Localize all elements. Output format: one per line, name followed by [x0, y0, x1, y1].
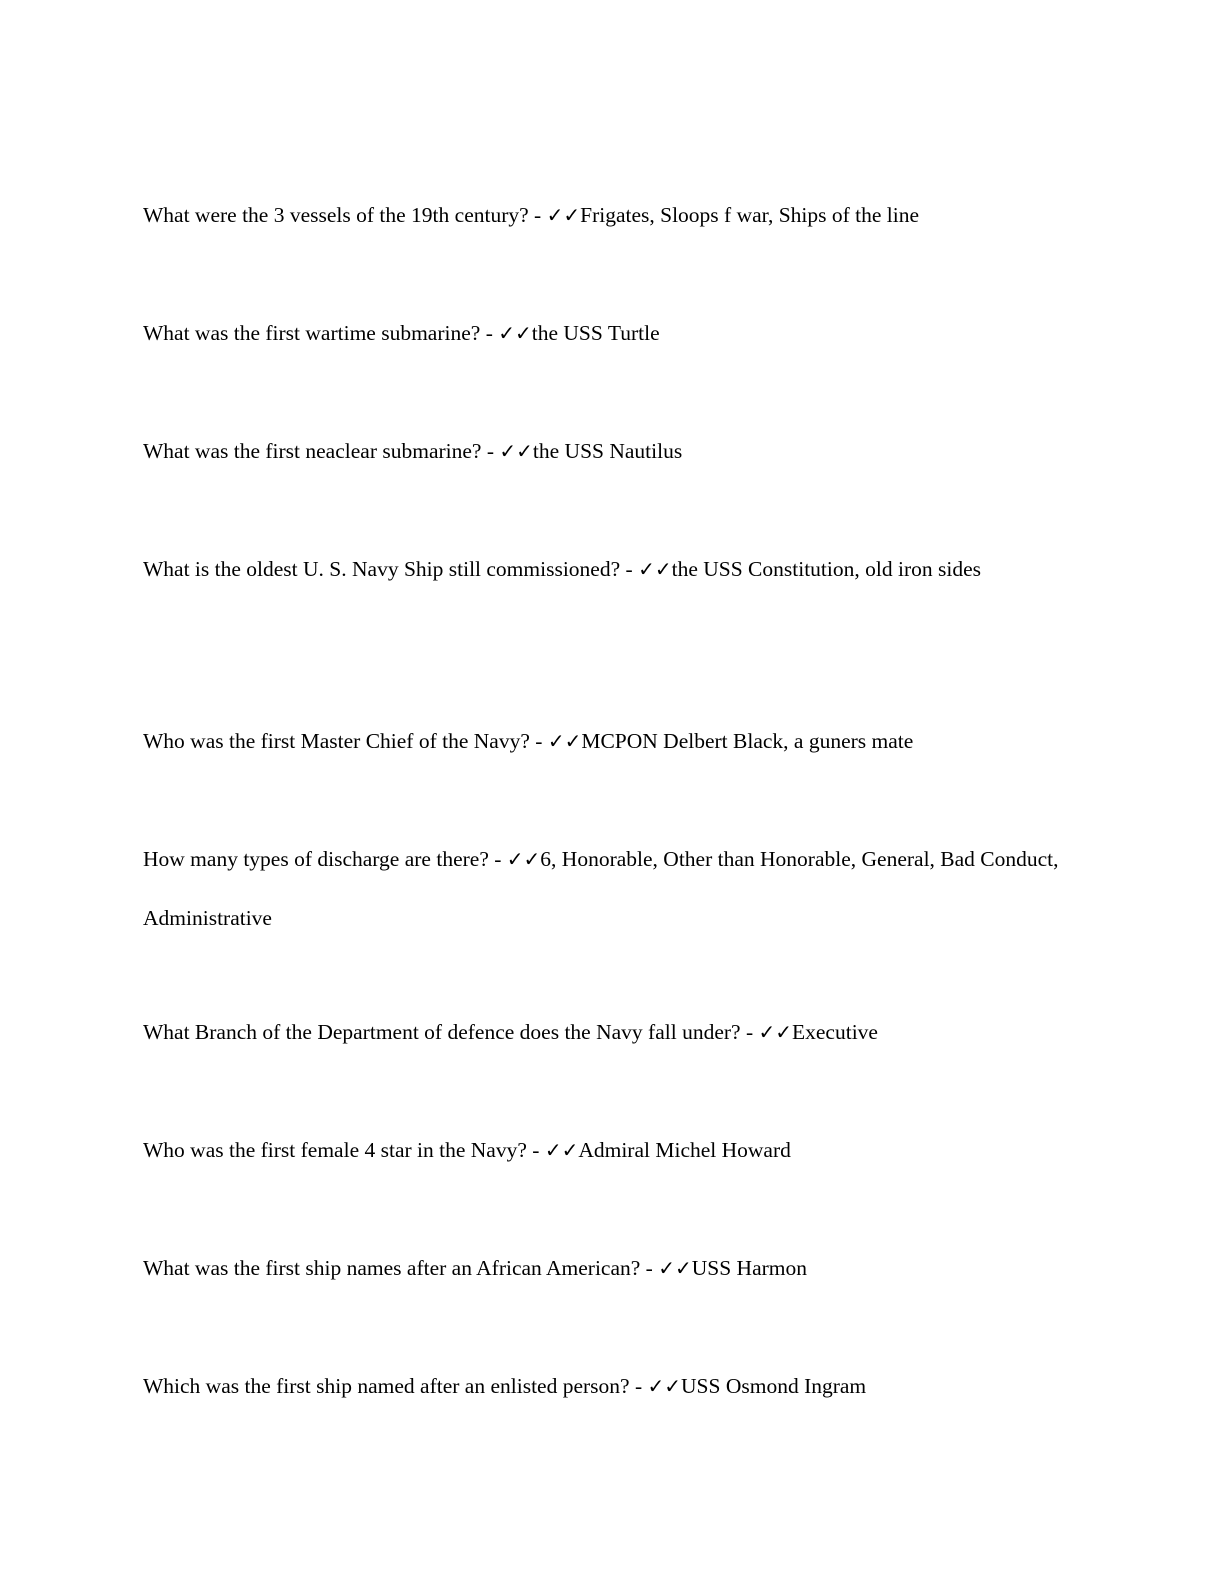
answer-text: USS Harmon	[691, 1256, 808, 1280]
question-text: What Branch of the Department of defence does the Navy fall under?	[143, 1020, 741, 1044]
question-text: Who was the first Master Chief of the Navy?	[143, 729, 530, 753]
answer-text: 6, Honorable, Other than Honorable, General, Bad Conduct, Administrative	[143, 847, 1059, 930]
question-text: What were the 3 vessels of the 19th century?	[143, 203, 529, 227]
check-mark-icon: ✓✓	[546, 203, 581, 227]
question-text: What was the first wartime submarine?	[143, 321, 481, 345]
check-mark-icon: ✓✓	[647, 1374, 682, 1398]
question-text: What is the oldest U. S. Navy Ship still commissioned?	[143, 557, 621, 581]
separator: -	[640, 1256, 659, 1280]
separator: -	[488, 847, 507, 871]
separator: -	[529, 729, 548, 753]
separator: -	[480, 321, 499, 345]
separator: -	[629, 1374, 648, 1398]
question-text: What was the first neaclear submarine?	[143, 439, 482, 463]
check-mark-icon: ✓✓	[547, 729, 582, 753]
qa-item	[143, 540, 1078, 599]
answer-text: the USS Turtle	[531, 321, 660, 345]
answer-text: Executive	[792, 1020, 878, 1044]
qa-item	[143, 1003, 1078, 1062]
check-mark-icon: ✓✓	[544, 1138, 579, 1162]
check-mark-icon: ✓✓	[506, 847, 541, 871]
qa-item	[143, 1357, 1078, 1416]
answer-text: Admiral Michel Howard	[578, 1138, 791, 1162]
qa-item	[143, 304, 1078, 363]
separator: -	[740, 1020, 759, 1044]
question-text: How many types of discharge are there?	[143, 847, 489, 871]
question-text: Which was the first ship named after an enlisted person?	[143, 1374, 630, 1398]
separator: -	[526, 1138, 545, 1162]
separator: -	[620, 557, 639, 581]
check-mark-icon: ✓✓	[498, 321, 532, 345]
answer-text: the USS Constitution, old iron sides	[671, 557, 981, 581]
answer-text: USS Osmond Ingram	[681, 1374, 867, 1398]
answer-text: the USS Nautilus	[532, 439, 683, 463]
check-mark-icon: ✓✓	[638, 557, 672, 581]
check-mark-icon: ✓✓	[758, 1020, 792, 1044]
check-mark-icon: ✓✓	[499, 439, 533, 463]
question-text: What was the first ship names after an African American?	[143, 1256, 641, 1280]
separator: -	[528, 203, 547, 227]
answer-text: Frigates, Sloops f war, Ships of the line	[580, 203, 920, 227]
separator: -	[481, 439, 500, 463]
qa-item	[143, 186, 1078, 245]
qa-item	[143, 712, 1078, 771]
answer-text: MCPON Delbert Black, a guners mate	[581, 729, 914, 753]
question-text: Who was the first female 4 star in the Navy?	[143, 1138, 527, 1162]
check-mark-icon: ✓✓	[658, 1256, 692, 1280]
qa-item	[143, 830, 1078, 948]
qa-item	[143, 1239, 1078, 1298]
qa-item	[143, 422, 1078, 481]
qa-item	[143, 1121, 1078, 1180]
